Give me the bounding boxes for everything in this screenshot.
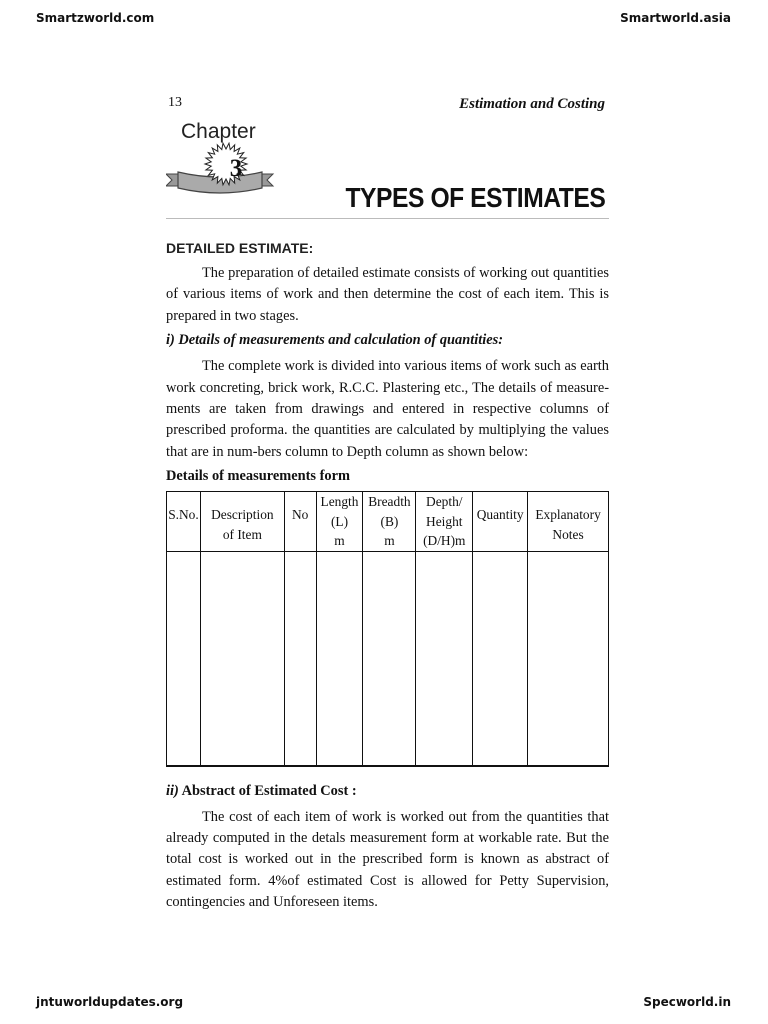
title-divider bbox=[166, 218, 609, 219]
table-cell bbox=[167, 552, 201, 766]
watermark-top-right: Smartworld.asia bbox=[620, 11, 731, 25]
chapter-starburst-banner-icon bbox=[166, 142, 276, 202]
running-head bbox=[166, 92, 609, 116]
intro-paragraph: The preparation of detailed estimate consists of working out quantities of various items of work and then determine the cost of each item. This is prepared in two stages. bbox=[166, 265, 609, 324]
table-cell bbox=[316, 552, 363, 766]
column-header-quantity: Quantity bbox=[473, 492, 528, 552]
stage1-heading: i) Details of measurements and calculation of quantities: bbox=[166, 332, 503, 349]
chapter-title: TYPES OF ESTIMATES bbox=[345, 182, 605, 213]
watermark-bottom-left: jntuworldupdates.org bbox=[36, 995, 184, 1009]
watermark-bottom-right: Specworld.in bbox=[643, 995, 731, 1009]
stage1-paragraph: The complete work is divided into various items of work such as earth work concreting, brick work, R.C.C. Plastering etc., The details of measure-ments are taken from drawings and entered in respective columns of prescribed proforma. the quantities are calculated by multiplying the values that are in num-bers column to Depth column as shown below: bbox=[166, 358, 609, 460]
stage2-title: Abstract of Estimated Cost : bbox=[181, 782, 357, 799]
measurements-form-table bbox=[166, 491, 609, 766]
stage2-heading bbox=[166, 783, 609, 800]
table-cell bbox=[363, 552, 416, 766]
table-row bbox=[167, 552, 609, 766]
column-header-explanatory-notes: Explanatory Notes bbox=[528, 492, 609, 552]
section-heading: DETAILED ESTIMATE: bbox=[166, 240, 314, 256]
column-header-breadth: Breadth (B) m bbox=[363, 492, 416, 552]
table-cell bbox=[473, 552, 528, 766]
page-number: 13 bbox=[168, 95, 182, 110]
watermark-top-left: Smartzworld.com bbox=[36, 11, 155, 25]
column-header-depth: Depth/ Height (D/H)m bbox=[416, 492, 473, 552]
stage2-paragraph: The cost of each item of work is worked out from the quantities that already computed in the detals measurement form at workable rate. But the total cost is worked out in the prescribed form is known as abstract of estimated form. 4%of estimated Cost is allowed for Petty Supervision, contingencies and Unforeseen items. bbox=[166, 808, 609, 911]
chapter-header bbox=[166, 116, 609, 220]
table-header-row bbox=[167, 492, 609, 552]
column-header-length: Length (L) m bbox=[316, 492, 363, 552]
table-cell bbox=[200, 552, 284, 766]
table-cell bbox=[416, 552, 473, 766]
chapter-label: Chapter bbox=[181, 120, 256, 143]
table-cell bbox=[528, 552, 609, 766]
column-header-no: No bbox=[284, 492, 316, 552]
column-header-description: Description of Item bbox=[200, 492, 284, 552]
stage2-numeral: ii) bbox=[166, 782, 179, 799]
table-cell bbox=[284, 552, 316, 766]
book-title: Estimation and Costing bbox=[459, 96, 605, 112]
chapter-number: 3 bbox=[229, 155, 243, 182]
book-page bbox=[166, 92, 609, 914]
column-header-sno: S.No. bbox=[167, 492, 201, 552]
form-heading: Details of measurements form bbox=[166, 468, 350, 485]
